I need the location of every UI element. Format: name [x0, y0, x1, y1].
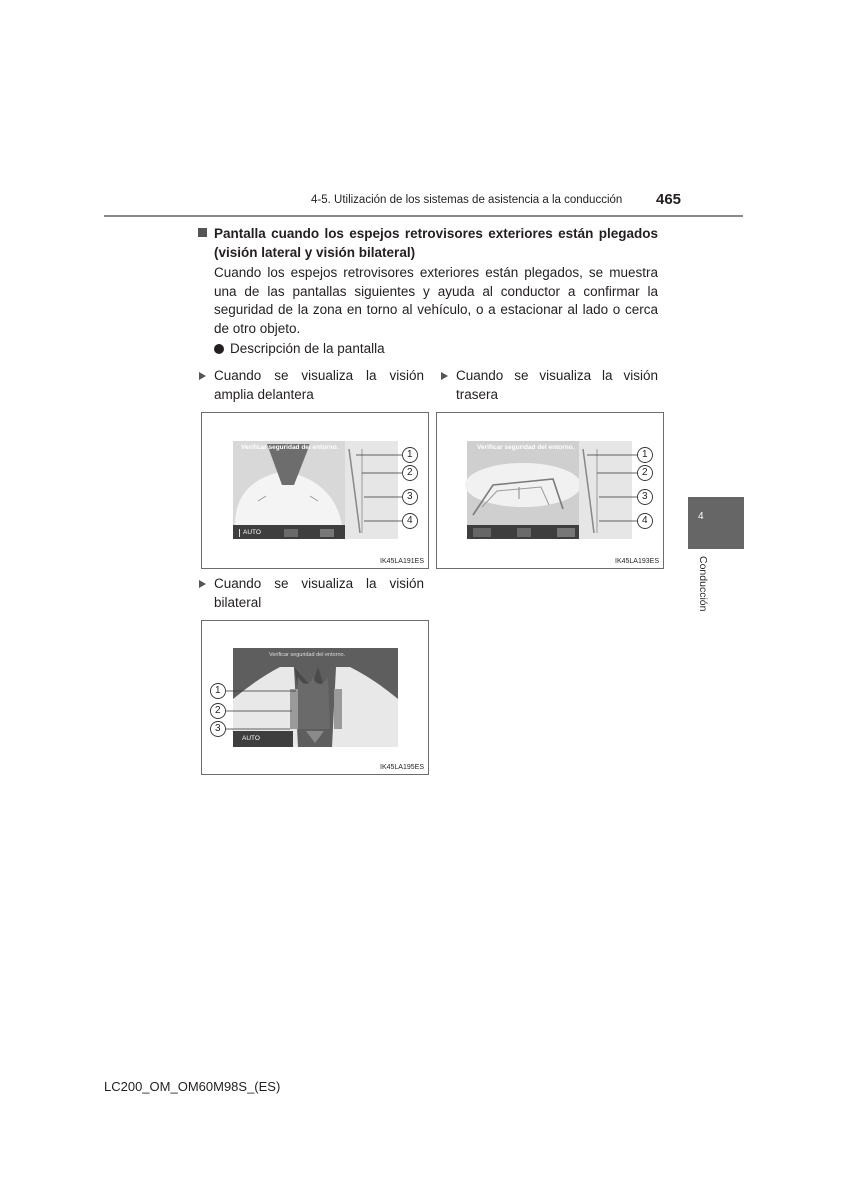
page-number: 465	[656, 191, 682, 208]
round-bullet-icon	[214, 344, 224, 354]
figure-rear-view	[436, 412, 664, 569]
screen-message: Verificar seguridad del entorno.	[477, 444, 575, 451]
chapter-tab-label: Conducción	[697, 556, 709, 612]
figure-bilateral-view	[201, 620, 429, 775]
square-bullet-icon	[198, 228, 207, 237]
footer-code: LC200_OM_OM60M98S_(ES)	[104, 1079, 281, 1094]
chapter-tab-number: 4	[698, 511, 704, 522]
chapter-header: 4-5. Utilización de los sistemas de asistencia a la conducción	[311, 194, 623, 206]
auto-indicator: AUTO	[243, 529, 261, 536]
callout-number: 2	[215, 705, 221, 716]
callout-number: 2	[407, 467, 413, 478]
callout-number: 3	[642, 491, 648, 502]
item-label-bilateral: Cuando se visualiza la visión bilateral	[214, 576, 424, 610]
screen-message: Verificar seguridad del entorno.	[269, 652, 346, 658]
item-label-rear: Cuando se visualiza la visión trasera	[456, 368, 658, 402]
callout-number: 4	[642, 515, 648, 526]
section-body: Cuando los espejos retrovisores exteriores están plegados, se muestra una de las pantallas siguientes y ayuda al conductor a confirmar la seguridad de la zona en torno al vehículo, o a estacionar al lado o cerca de otro objeto.	[214, 265, 658, 337]
image-code: IK45LA195ES	[380, 764, 424, 771]
header-rule	[104, 215, 743, 217]
callout-lines	[202, 621, 428, 774]
figure-front-wide-view	[201, 412, 429, 569]
screen-message: Verificar seguridad del entorno.	[241, 444, 339, 451]
callout-number: 1	[642, 449, 648, 460]
callout-number: 1	[215, 685, 221, 696]
callout-number: 4	[407, 515, 413, 526]
callout-number: 2	[642, 467, 648, 478]
triangle-bullet-icon	[199, 372, 206, 380]
section-title: Pantalla cuando los espejos retrovisores exteriores están plegados (visión lateral y visión bilateral)	[214, 226, 658, 260]
callout-number: 1	[407, 449, 413, 460]
chapter-tab	[688, 497, 744, 549]
bullet-label: Descripción de la pantalla	[230, 341, 385, 356]
callout-number: 3	[407, 491, 413, 502]
auto-indicator: AUTO	[242, 735, 260, 742]
triangle-bullet-icon	[199, 580, 206, 588]
callout-lines	[202, 413, 428, 568]
item-label-front: Cuando se visualiza la visión amplia delantera	[214, 368, 424, 402]
image-code: IK45LA191ES	[380, 558, 424, 565]
triangle-bullet-icon	[441, 372, 448, 380]
callout-lines	[437, 413, 663, 568]
callout-number: 3	[215, 723, 221, 734]
image-code: IK45LA193ES	[615, 558, 659, 565]
